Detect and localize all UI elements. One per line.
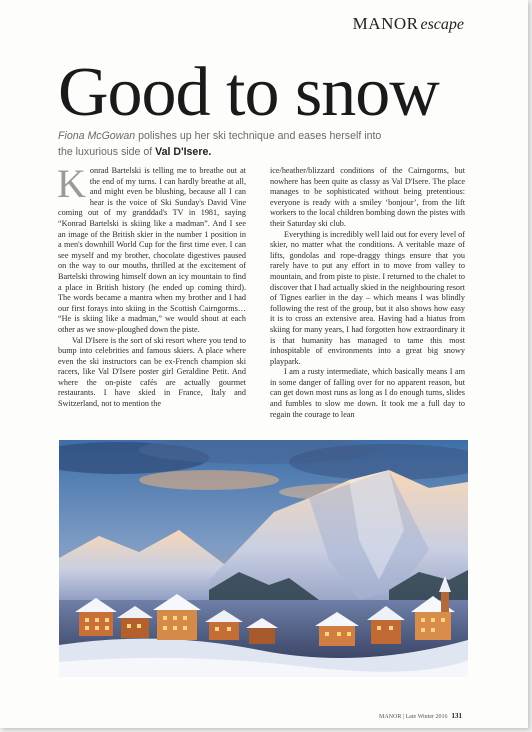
- masthead-brand: MANOR: [352, 14, 419, 33]
- page-footer: [379, 712, 462, 720]
- article-column-left: [57, 161, 246, 410]
- drop-cap: K: [57, 161, 86, 206]
- article-column-right: [270, 166, 465, 420]
- standfirst-text: polishes up her ski technique and eases herself into the luxurious side of: [58, 130, 382, 158]
- standfirst-place: Val D'Isere.: [155, 146, 212, 158]
- paragraph-text: onrad Bartelski is telling me to breathe out at the end of my turns. I can hardly breathe at all, and might even be blushing, because all I can hear is the voice of Ski Sunday's David Vine coming out of my granddad's TV in 1981, saying “Konrad Bartelski is skiing like a madman”. And I see an image of the British skier in the number 1 position in a men's downhill World Cup for the first time ever. I can see myself and my brother, chocolate digestives paused on the way to our mouths, thrilled at the excitement of Bartelski throwing himself down an icy mountain to find a place in British history (he ended up coming third). The words became a mantra when my brother and I had our first forays into skiing in the Scottish Cairngorms… “He is skiing like a madman,” we would shout at each other as we snow-ploughed down the piste.: [58, 166, 246, 334]
- standfirst: [58, 128, 398, 160]
- standfirst-author: Fiona McGowan: [58, 130, 136, 142]
- resort-photo: [59, 440, 468, 677]
- article-paragraph: [57, 161, 246, 336]
- footer-publication: MANOR | Late Winter 2016: [378, 714, 448, 720]
- article-paragraph: I am a rusty intermediate, which basically means I am in some danger of falling over for no apparent reason, but can get down most runs as long as I do enough turns, slides and fumbles to slow me down. It took me a full day to regain the courage to lean: [270, 367, 465, 419]
- article-paragraph: ice/heather/blizzard conditions of the Cairngorms, but nowhere has been quite as classy as Val D'Isere. The place manages to be sophisticated without being pretentious: everyone is ready with a smiley ‘bonjour’, from the lift workers to the local children bombing down the pistes with their Saturday ski club.: [270, 166, 465, 228]
- article-paragraph: Everything is incredibly well laid out for every level of skier, no matter what the conditions. A veritable maze of lifts, gondolas and rope-draggy things ensure that you rarely have to put any effort in to move from valley to mountain, and from piste to piste. I returned to the chalet to discover that I had actually skied in the neighbouring resort of Tignes earlier in the day – which means I was blindly following the rest of the group, but it also shows how easy it is to cross an extensive area. Having had a hiatus from skiing for many years, I had forgotten how extraordinary it is that humanity has managed to tame this most inhospitable of environments into a great big snowy playpark.: [270, 229, 465, 366]
- headline: Good to snow: [58, 54, 439, 131]
- masthead: [353, 14, 464, 34]
- masthead-section: escape: [420, 16, 464, 33]
- article-paragraph: Val D'Isere is the sort of ski resort where you tend to bump into celebrities and famous skiers. A place where even the ski instructors can be ex-French champion ski racers, like Val D'Isere poster girl Geraldine Petit. And where the on-piste cafés are actually gourmet restaurants. I have skied in France, Italy and Switzerland, not to mention the: [58, 335, 246, 409]
- resort-photo-illustration: [59, 440, 468, 677]
- page-number: 131: [451, 712, 462, 720]
